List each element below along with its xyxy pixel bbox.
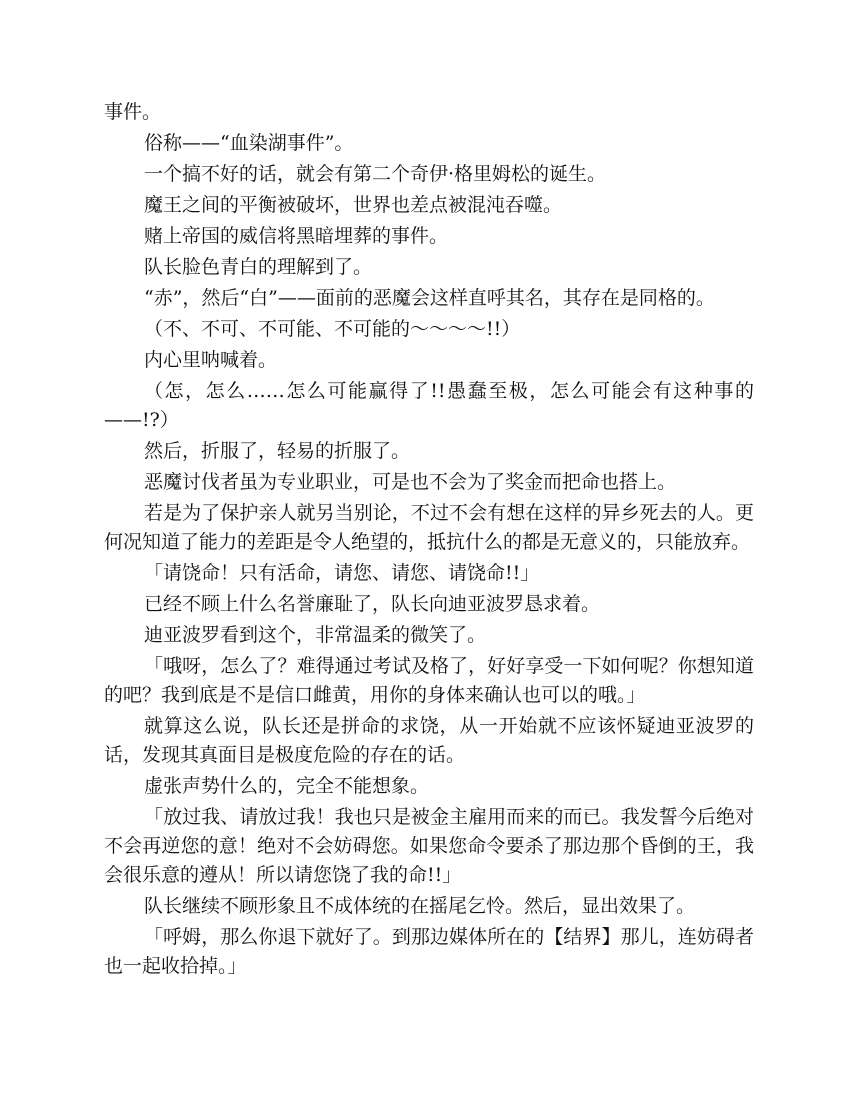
paragraph: 已经不顾上什么名誉廉耻了，队长向迪亚波罗恳求着。 [144,593,601,615]
paragraph: 魔王之间的平衡被破坏，世界也差点被混沌吞噬。 [144,194,563,216]
paragraph: 就算这么说，队长还是拼命的求饶，从一开始就不应该怀疑迪亚波罗的话，发现其真面目是极度危险的存在的话。 [104,715,754,766]
paragraph: 队长脸色青白的理解到了。 [144,256,373,278]
paragraph: 队长继续不顾形象且不成体统的在摇尾乞怜。然后，显出效果了。 [144,895,696,917]
text-body [104,98,754,983]
paragraph: 虚张声势什么的，完全不能想象。 [144,775,430,797]
paragraph: 「呼姆，那么你退下就好了。到那边媒体所在的【结界】那儿，连妨碍者也一起收拾掉。」 [104,926,754,977]
paragraph: 「请饶命！只有活命，请您、请您、请饶命!!」 [144,562,540,584]
paragraph: 一个搞不好的话，就会有第二个奇伊·格里姆松的诞生。 [144,163,607,185]
paragraph: 事件。 [104,101,162,123]
paragraph: 「哦呀，怎么了？难得通过考试及格了，好好享受一下如何呢？你想知道的吧？我到底是不是信口雌黄，用你的身体来确认也可以的哦。」 [104,655,754,706]
paragraph: 赌上帝国的威信将黑暗埋葬的事件。 [144,225,449,247]
paragraph: 俗称——“血染湖事件”。 [144,132,354,154]
paragraph: 然后，折服了，轻易的折服了。 [144,440,411,462]
paragraph: 恶魔讨伐者虽为专业职业，可是也不会为了奖金而把命也搭上。 [144,471,677,493]
paragraph: （不、不可、不可能、不可能的～～～～!!） [144,318,521,340]
paragraph: 若是为了保护亲人就另当别论，不过不会有想在这样的异乡死去的人。更何况知道了能力的差距是令人绝望的，抵抗什么的都是无意义的，只能放弃。 [104,502,754,553]
paragraph: 内心里呐喊着。 [144,349,278,371]
paragraph: “赤”，然后“白”——面前的恶魔会这样直呼其名，其存在是同格的。 [144,287,715,309]
paragraph: 迪亚波罗看到这个，非常温柔的微笑了。 [144,624,487,646]
paragraph: （怎，怎么……怎么可能赢得了!!愚蠢至极，怎么可能会有这种事的——!?） [104,380,754,431]
paragraph: 「放过我、请放过我！我也只是被金主雇用而来的而已。我发誓今后绝对不会再逆您的意！绝对不会妨碍您。如果您命令要杀了那边那个昏倒的王，我会很乐意的遵从！所以请您饶了我的命!!」 [104,806,754,886]
